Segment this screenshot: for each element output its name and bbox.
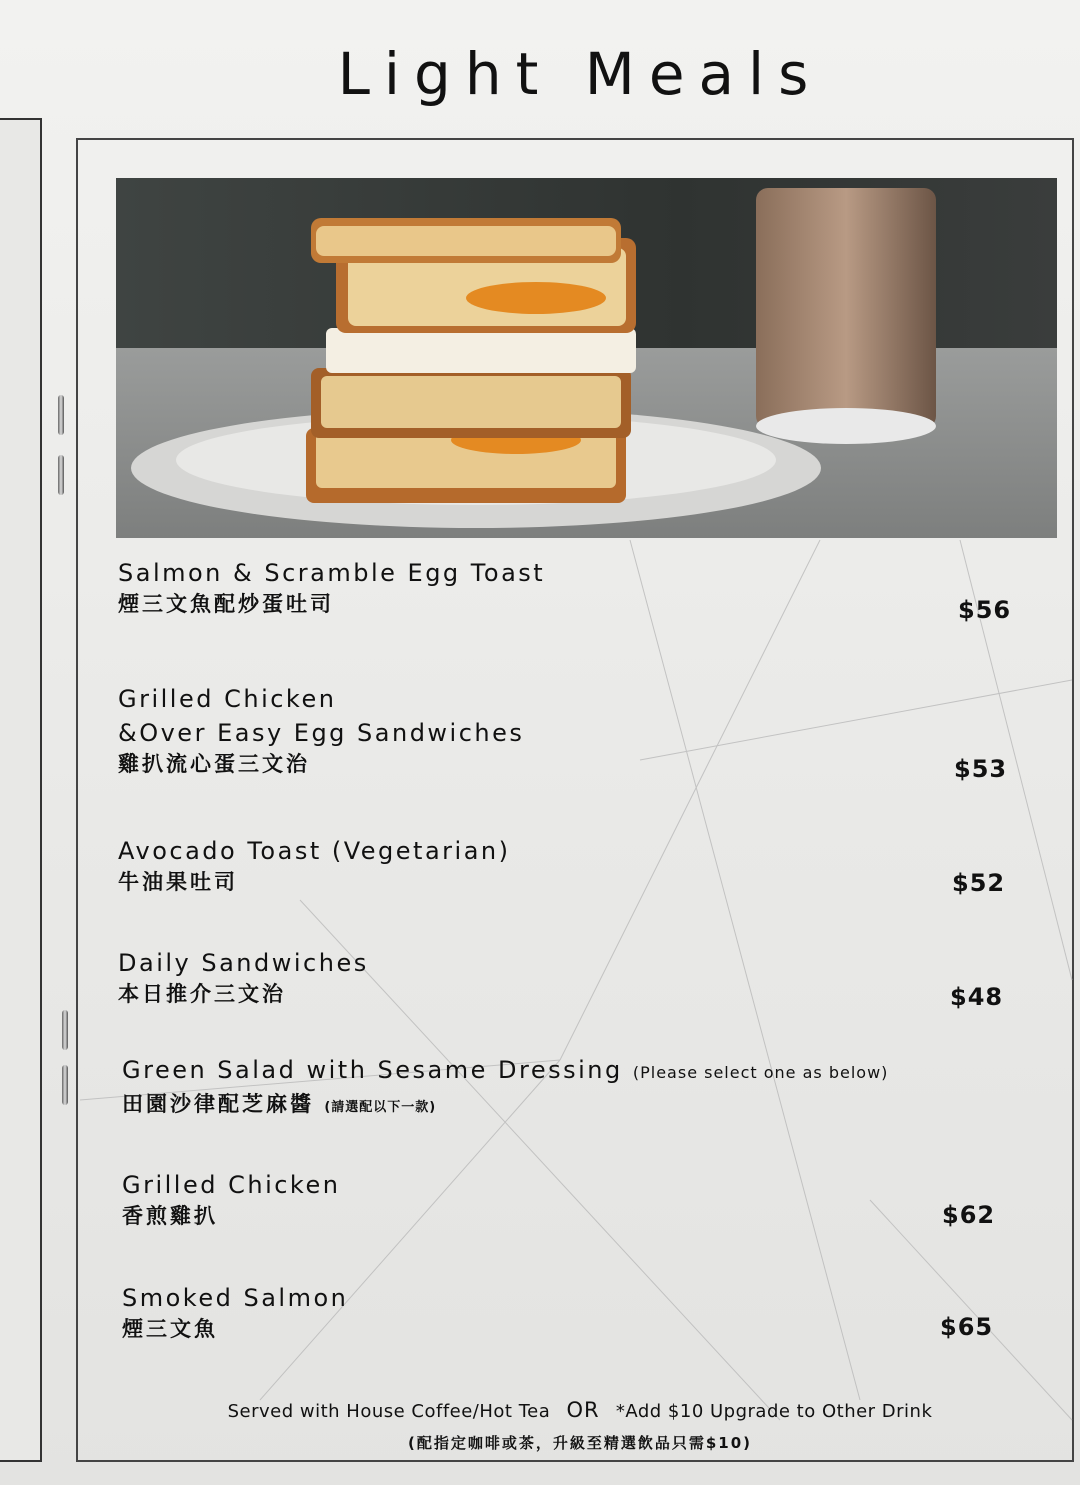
- item-note-en: (Please select one as below): [632, 1063, 889, 1082]
- item-price: $65: [940, 1313, 994, 1341]
- footer-upgrade: *Add $10 Upgrade to Other Drink: [615, 1401, 933, 1422]
- menu-item: [118, 946, 998, 1008]
- menu-item: [118, 556, 998, 618]
- item-price: $48: [950, 983, 1004, 1011]
- item-name-en-line2: &Over Easy Egg Sandwiches: [118, 719, 525, 747]
- menu-item: [122, 1168, 1002, 1230]
- item-name-zh: 香煎雞扒: [122, 1204, 218, 1228]
- item-price: $62: [942, 1201, 996, 1229]
- item-name-en: Avocado Toast (Vegetarian): [118, 837, 511, 865]
- menu-item: [118, 834, 998, 896]
- footer-or: OR: [566, 1398, 600, 1422]
- food-photo: [116, 178, 1057, 538]
- item-name-en: Salmon & Scramble Egg Toast: [118, 559, 546, 587]
- menu-item: [122, 1281, 1002, 1343]
- item-name-zh: 煙三文魚: [122, 1317, 218, 1341]
- item-name-zh: 雞扒流心蛋三文治: [118, 752, 310, 776]
- item-name-en: Smoked Salmon: [122, 1284, 349, 1312]
- item-note-zh: (請選配以下一款): [324, 1100, 437, 1115]
- item-name-en: Green Salad with Sesame Dressing: [122, 1056, 623, 1084]
- menu-item-salad: [122, 1053, 1002, 1122]
- menu-item: [118, 682, 998, 778]
- item-name-zh: 煙三文魚配炒蛋吐司: [118, 592, 334, 616]
- sandwich-image: [116, 178, 1057, 538]
- item-name-zh: 田園沙律配芝麻醬: [122, 1092, 314, 1116]
- item-name-en: Grilled Chicken: [118, 685, 337, 713]
- item-price: $52: [952, 869, 1006, 897]
- item-price: $56: [958, 596, 1012, 624]
- footer-served-with: Served with House Coffee/Hot Tea: [227, 1401, 551, 1422]
- footer-note-zh: (配指定咖啡或茶，升級至精選飲品只需$10): [407, 1434, 753, 1452]
- footer-note: [120, 1398, 1040, 1422]
- page-title: Light Meals: [337, 40, 823, 108]
- item-name-zh: 牛油果吐司: [118, 870, 238, 894]
- item-name-en: Daily Sandwiches: [118, 949, 369, 977]
- item-name-en: Grilled Chicken: [122, 1171, 341, 1199]
- item-price: $53: [954, 755, 1008, 783]
- item-name-zh: 本日推介三文治: [118, 982, 286, 1006]
